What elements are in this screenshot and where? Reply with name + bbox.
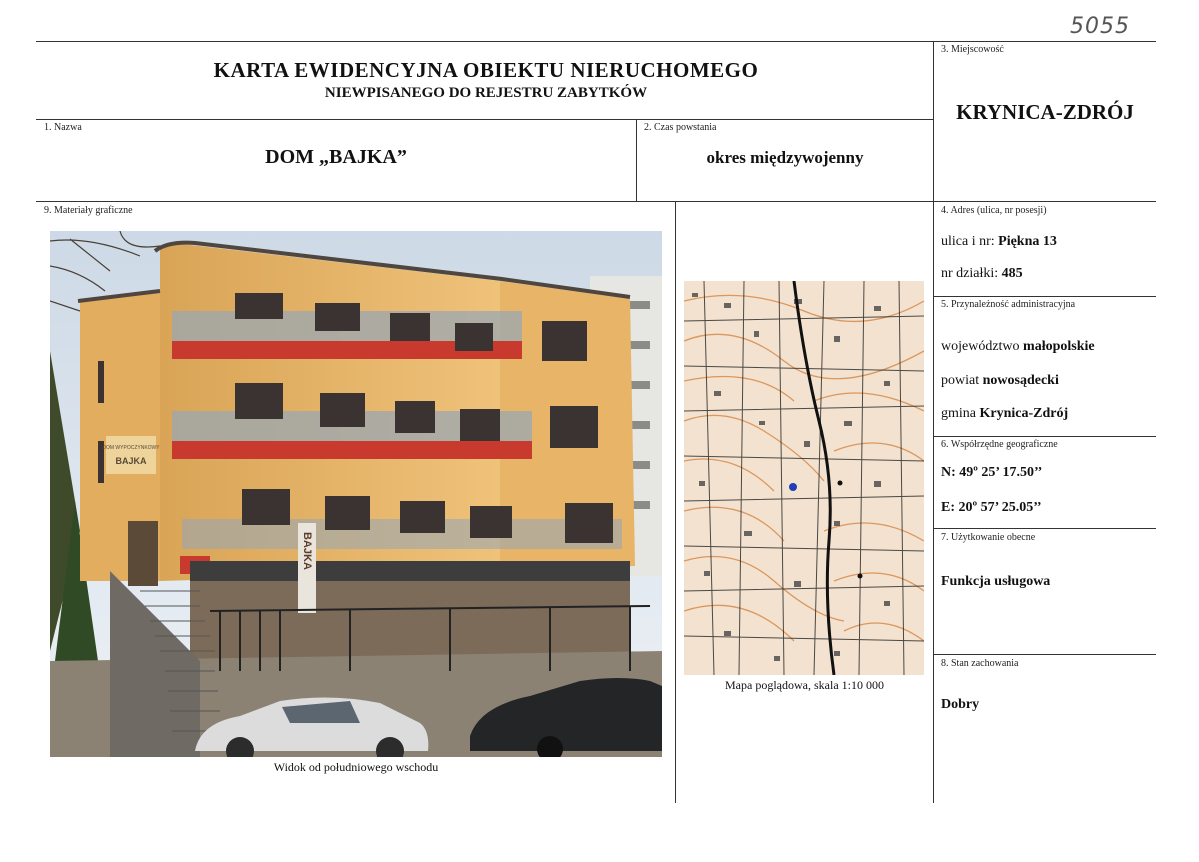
street-line <box>941 234 1057 250</box>
commune-value: Krynica-Zdrój <box>979 406 1069 421</box>
plot-prefix: nr działki: <box>941 266 1002 281</box>
condition-label: 8. Stan zachowania <box>941 658 1019 669</box>
photo-map-divider <box>675 201 676 803</box>
usage-label: 7. Użytkowanie obecne <box>941 532 1036 543</box>
plot-value: 485 <box>1001 266 1023 281</box>
admin-bottom-border <box>933 436 1156 437</box>
locality-value: KRYNICA-ZDRÓJ <box>956 100 1134 124</box>
locality-label: 3. Miejscowość <box>941 44 1004 55</box>
voivodeship-prefix: województwo <box>941 339 1024 354</box>
street-value: Piękna 13 <box>998 234 1057 249</box>
usage-value: Funkcja usługowa <box>941 574 1051 589</box>
overview-map <box>684 281 924 675</box>
latitude-value: N: 49º 25’ 17.50’’ <box>941 465 1043 480</box>
voivodeship-value: małopolskie <box>1023 339 1095 354</box>
map-caption: Mapa poglądowa, skala 1:10 000 <box>725 678 884 692</box>
address-bottom-border <box>933 296 1156 297</box>
top-border <box>36 41 1156 42</box>
right-column-divider <box>933 41 934 803</box>
building-photo <box>50 231 662 757</box>
plot-line <box>941 266 1023 282</box>
handwritten-number: 5055 <box>1070 14 1130 39</box>
header-bottom-border <box>36 119 933 120</box>
overview-map-illustration <box>684 281 924 675</box>
graphics-label: 9. Materiały graficzne <box>44 205 133 216</box>
vertical-sign: BAJKA <box>301 532 313 570</box>
address-label: 4. Adres (ulica, nr posesji) <box>941 205 1047 216</box>
name-value: DOM „BAJKA” <box>265 146 407 168</box>
building-sign-line2: BAJKA <box>115 456 147 466</box>
admin-label: 5. Przynależność administracyjna <box>941 299 1076 310</box>
street-prefix: ulica i nr: <box>941 234 999 249</box>
card-subtitle: NIEWPISANEGO DO REJESTRU ZABYTKÓW <box>324 85 648 101</box>
building-sign-line1: DOM WYPOCZYNKOWY <box>102 445 160 451</box>
condition-value: Dobry <box>941 697 980 712</box>
period-value: okres międzywojenny <box>706 148 864 167</box>
name-label: 1. Nazwa <box>44 122 82 133</box>
county-line <box>941 373 1059 389</box>
county-prefix: powiat <box>941 373 983 388</box>
row1-bottom-border <box>36 201 1156 202</box>
photo-caption: Widok od południowego wschodu <box>273 760 439 774</box>
coordinates-label: 6. Współrzędne geograficzne <box>941 439 1058 450</box>
card-title: KARTA EWIDENCYJNA OBIEKTU NIERUCHOMEGO <box>213 58 759 82</box>
commune-prefix: gmina <box>941 406 980 421</box>
voivodeship-line <box>941 339 1095 355</box>
usage-bottom-border <box>933 654 1156 655</box>
commune-line <box>941 406 1068 422</box>
county-value: nowosądecki <box>982 373 1059 388</box>
building-photo-illustration <box>50 231 662 757</box>
period-label: 2. Czas powstania <box>644 122 717 133</box>
coords-bottom-border <box>933 528 1156 529</box>
longitude-value: E: 20º 57’ 25.05’’ <box>941 500 1042 515</box>
